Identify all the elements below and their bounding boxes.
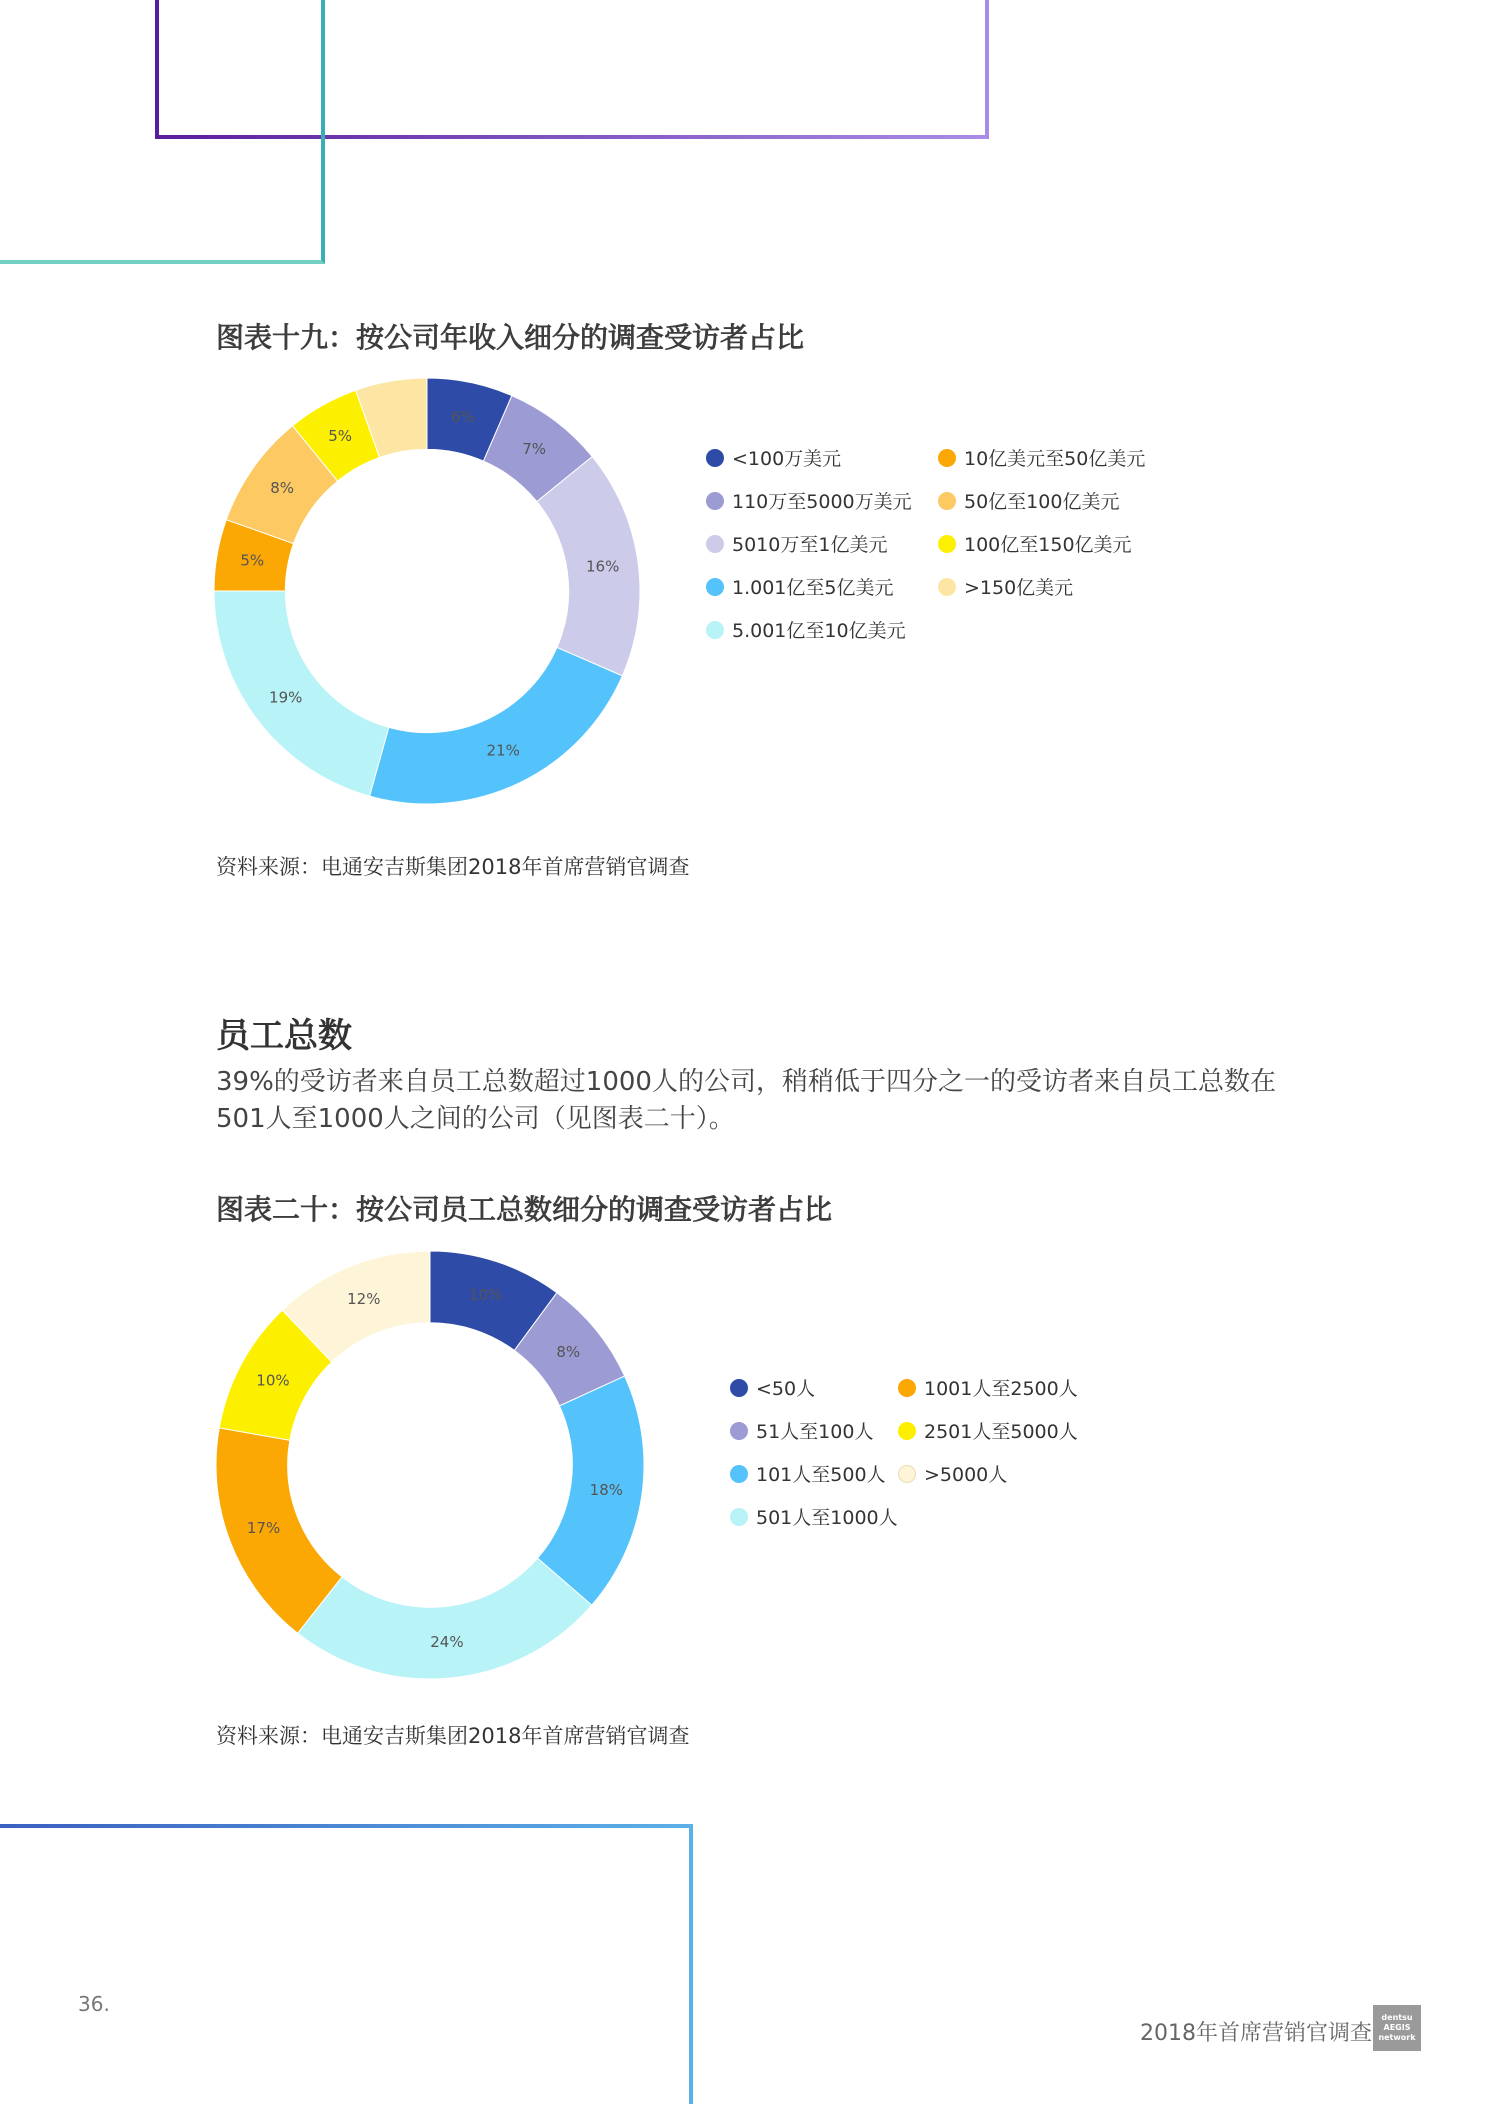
legend-swatch [898,1422,916,1440]
legend-item [938,444,1145,471]
slice-value-label: 8% [556,1343,581,1362]
legend-item [706,487,912,514]
slice-value-label: 8% [270,479,295,498]
legend-item [706,530,887,557]
legend-item [898,1460,1007,1487]
chart-19-donut [212,376,642,806]
slice-value-label: 19% [269,688,303,707]
chart-19-legend [706,444,1226,644]
logo-line: network [1378,2033,1416,2042]
slice-value-label: 21% [486,741,520,760]
legend-item [938,530,1132,557]
section-heading: 员工总数 [216,1016,352,1056]
slice-value-label: 10% [468,1286,503,1305]
chart-20-source: 资料来源：电通安吉斯集团2018年首席营销官调查 [216,1724,690,1748]
legend-label: 501人至1000人 [756,1507,898,1529]
legend-label: 1.001亿至5亿美元 [732,577,894,599]
legend-label: 50亿至100亿美元 [964,491,1120,513]
decorative-frame-blue [0,1824,693,2104]
chart-20-donut [214,1249,646,1681]
slice-value-label: 17% [246,1519,281,1538]
chart-19-source: 资料来源：电通安吉斯集团2018年首席营销官调查 [216,855,690,879]
slice-value-label: 5% [328,426,352,445]
donut-slice [370,647,623,804]
legend-swatch [938,492,956,510]
legend-item [706,616,906,643]
legend-label: 10亿美元至50亿美元 [964,448,1146,470]
legend-item [898,1374,1078,1401]
legend-item [730,1460,886,1487]
legend-swatch [898,1465,916,1483]
slice-value-label: 18% [589,1480,624,1499]
legend-label: >5000人 [924,1464,1008,1486]
legend-swatch [730,1465,748,1483]
legend-item [938,573,1073,600]
slice-value-label: 6% [451,407,475,426]
slice-value-label: 7% [522,440,547,459]
legend-label: 5010万至1亿美元 [732,534,888,556]
logo-line: AEGIS [1383,2023,1411,2032]
legend-swatch [706,535,724,553]
legend-label: <100万美元 [732,448,842,470]
legend-label: 51人至100人 [756,1421,874,1443]
legend-swatch [938,578,956,596]
legend-item [730,1374,815,1401]
legend-item [730,1503,898,1530]
chart-19-title: 图表十九：按公司年收入细分的调查受访者占比 [216,321,805,354]
legend-swatch [730,1379,748,1397]
logo-line: dentsu [1381,2013,1413,2022]
legend-label: <50人 [756,1378,816,1400]
slice-value-label: 24% [430,1632,464,1651]
legend-item [898,1417,1078,1444]
decorative-frame-teal [0,0,325,264]
section-body: 39%的受访者来自员工总数超过1000人的公司，稍稍低于四分之一的受访者来自员工总数在501人至1000人之间的公司（见图表二十）。 [216,1067,1276,1134]
legend-label: 2501人至5000人 [924,1421,1078,1443]
legend-swatch [938,535,956,553]
slice-value-label: 12% [347,1290,381,1309]
chart-20-title: 图表二十：按公司员工总数细分的调查受访者占比 [216,1193,833,1226]
footer-report-title: 2018年首席营销官调查 [1140,2021,1372,2046]
legend-swatch [706,578,724,596]
slice-value-label: 16% [585,557,620,576]
legend-label: 110万至5000万美元 [732,491,912,513]
slice-value-label: 5% [240,551,265,570]
legend-swatch [898,1379,916,1397]
legend-item [938,487,1119,514]
legend-swatch [706,449,724,467]
slice-value-label: 10% [256,1371,290,1390]
legend-swatch [730,1422,748,1440]
legend-swatch [706,492,724,510]
legend-swatch [938,449,956,467]
chart-20-legend [730,1374,1130,1534]
legend-item [730,1417,873,1444]
legend-item [706,444,841,471]
legend-label: 100亿至150亿美元 [964,534,1132,556]
legend-label: 5.001亿至10亿美元 [732,620,906,642]
page-number: 36. [78,1992,110,2016]
dentsu-aegis-logo [1373,2005,1421,2051]
legend-label: 1001人至2500人 [924,1378,1078,1400]
legend-label: 101人至500人 [756,1464,886,1486]
legend-swatch [706,621,724,639]
legend-swatch [730,1508,748,1526]
legend-item [706,573,893,600]
legend-label: >150亿美元 [964,577,1074,599]
